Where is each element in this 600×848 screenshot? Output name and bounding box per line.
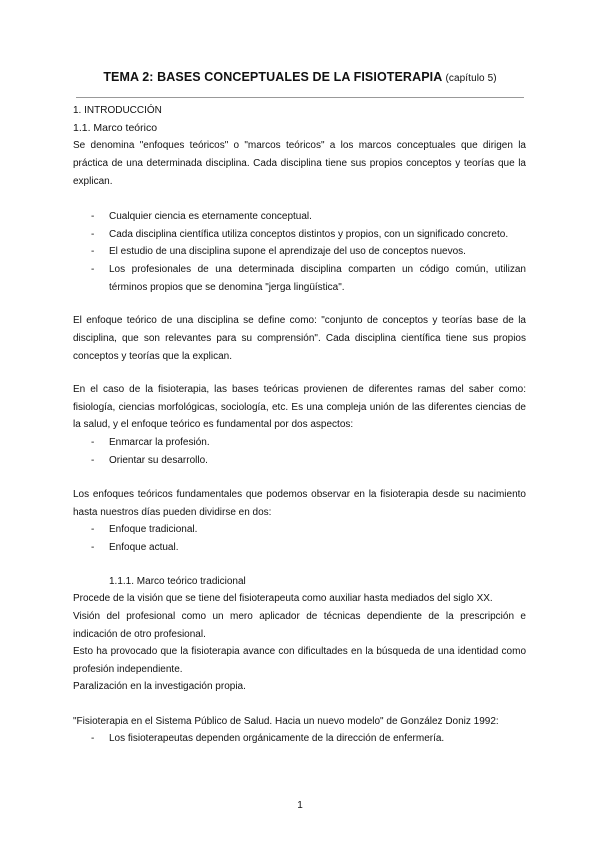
paragraph-line: práctica de una determinada disciplina. Cada disciplina tiene sus propios conceptos y teorías que la [73, 158, 526, 169]
list-item: Enmarcar la profesión. [109, 437, 210, 448]
title-chapter-note: (capítulo 5) [445, 73, 497, 84]
bullet-dash: - [91, 524, 95, 535]
paragraph-line: El enfoque teórico de una disciplina se define como: "conjunto de conceptos y teorías base de la [73, 315, 526, 326]
list-item-continuation: términos propios que se denomina "jerga lingüística". [109, 282, 345, 293]
page-number: 1 [297, 800, 303, 811]
bullet-dash: - [91, 211, 95, 222]
paragraph-line: Esto ha provocado que la fisioterapia avance con dificultades en la búsqueda de una identidad como [73, 646, 526, 657]
paragraph-line: En el caso de la fisioterapia, las bases teóricas provienen de diferentes ramas del saber como: [73, 384, 526, 395]
paragraph-line: conceptos y teorías que la explican. [73, 351, 232, 362]
paragraph-line: Paralización en la investigación propia. [73, 681, 246, 692]
list-item: Orientar su desarrollo. [109, 455, 208, 466]
paragraph-line: Se denomina "enfoques teóricos" o "marcos teóricos" a los marcos conceptuales que dirigen la [73, 140, 526, 151]
list-item: El estudio de una disciplina supone el aprendizaje del uso de conceptos nuevos. [109, 246, 466, 257]
bullet-dash: - [91, 455, 95, 466]
paragraph-line: indicación de otro profesional. [73, 629, 206, 640]
subsubsection-heading: 1.1.1. Marco teórico tradicional [109, 576, 246, 587]
paragraph-line: Visión del profesional como un mero aplicador de técnicas dependiente de la prescripción e [73, 611, 526, 622]
bullet-dash: - [91, 542, 95, 553]
list-item: Enfoque tradicional. [109, 524, 198, 535]
list-item: Los fisioterapeutas dependen orgánicamente de la dirección de enfermería. [109, 733, 445, 744]
paragraph-line: hasta nuestros días pueden dividirse en dos: [73, 507, 272, 518]
document-title [0, 70, 600, 84]
paragraph-line: Los enfoques teóricos fundamentales que podemos observar en la fisioterapia desde su nacimiento [73, 489, 526, 500]
bullet-dash: - [91, 229, 95, 240]
paragraph-line: explican. [73, 176, 113, 187]
quote-line: "Fisioterapia en el Sistema Público de Salud. Hacia un nuevo modelo" de González Doniz 1992: [73, 716, 499, 727]
list-item: Enfoque actual. [109, 542, 179, 553]
bullet-dash: - [91, 733, 95, 744]
paragraph-line: disciplina, que son relevantes para su comprensión". Cada disciplina científica tiene sus propios [73, 333, 526, 344]
bullet-dash: - [91, 437, 95, 448]
paragraph-line: Procede de la visión que se tiene del fisioterapeuta como auxiliar hasta mediados del siglo XX. [73, 593, 493, 604]
paragraph-line: la salud, y el enfoque teórico es fundamental por dos aspectos: [73, 419, 354, 430]
paragraph-line: profesión independiente. [73, 664, 183, 675]
bullet-dash: - [91, 264, 95, 275]
bullet-dash: - [91, 246, 95, 257]
paragraph-line: fisiología, ciencias morfológicas, sociología, etc. Es una compleja unión de las diferentes ciencias de [73, 402, 526, 413]
list-item: Cualquier ciencia es eternamente conceptual. [109, 211, 312, 222]
title-text: TEMA 2: BASES CONCEPTUALES DE LA FISIOTERAPIA [103, 70, 442, 84]
subsection-heading: 1.1. Marco teórico [73, 122, 158, 134]
list-item: Los profesionales de una determinada disciplina comparten un código común, utilizan [109, 264, 526, 275]
title-divider [76, 97, 524, 98]
section-heading: 1. INTRODUCCIÓN [73, 105, 162, 116]
list-item: Cada disciplina científica utiliza conceptos distintos y propios, con un significado concreto. [109, 229, 509, 240]
